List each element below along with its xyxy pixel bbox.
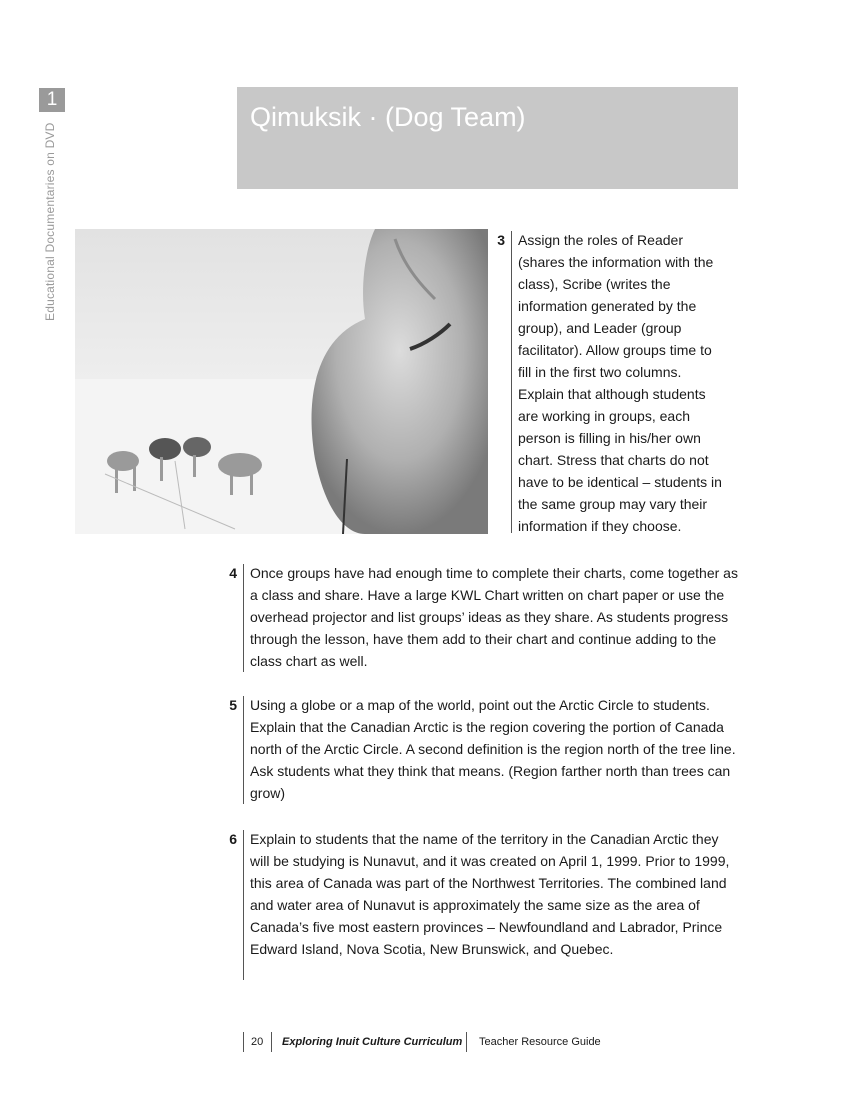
dog-sled-illustration bbox=[75, 229, 488, 534]
step-number: 5 bbox=[229, 697, 237, 713]
book-title: Exploring Inuit Culture Curriculum bbox=[282, 1036, 463, 1048]
footer-divider bbox=[243, 1032, 244, 1052]
step-divider bbox=[243, 564, 244, 672]
step-text: Using a globe or a map of the world, point out the Arctic Circle to students. Explain that the Canadian Arctic is the region covering the portion of Canada north of the Arctic Circle. A second definition is the region north of the tree line. Ask students what they think that means. (Region farther north than trees can grow) bbox=[250, 697, 736, 801]
step-text: Once groups have had enough time to complete their charts, come together as a class and share. Have a large KWL Chart written on chart paper or use the overhead projector and list groups’ ideas as they share. As students progress through the lesson, have them add to their chart and continue adding to the class chart as well. bbox=[250, 565, 738, 669]
guide-label: Teacher Resource Guide bbox=[479, 1036, 601, 1048]
page-title: Qimuksik · (Dog Team) bbox=[250, 102, 526, 132]
dog-sled-photo bbox=[75, 229, 488, 534]
page-number: 20 bbox=[251, 1036, 264, 1048]
section-side-label: Educational Documentaries on DVD bbox=[43, 122, 57, 321]
step-divider bbox=[511, 231, 512, 533]
title-band bbox=[237, 87, 738, 189]
footer-divider bbox=[271, 1032, 272, 1052]
step-divider bbox=[243, 830, 244, 980]
step-text: Assign the roles of Reader (shares the information with the class), Scribe (writes the information generated by the group), and Leader (group facilitator). Allow groups time to fill in the first two columns. Explain that although students are working in groups, each person is filling in his/her own chart. Stress that charts do not have to be identical – students in the same group may vary their information if they choose. bbox=[518, 232, 722, 534]
chapter-number-badge: 1 bbox=[39, 88, 65, 112]
step-number: 4 bbox=[229, 565, 237, 581]
footer-divider bbox=[466, 1032, 467, 1052]
step-divider bbox=[243, 696, 244, 804]
step-number: 6 bbox=[229, 831, 237, 847]
step-number: 3 bbox=[497, 232, 505, 248]
step-text: Explain to students that the name of the territory in the Canadian Arctic they will be studying is Nunavut, and it was created on April 1, 1999. Prior to 1999, this area of Canada was part of the Northwest Territories. The combined land and water area of Nunavut is approximately the same size as the area of Canada’s five most eastern provinces – Newfoundland and Labrador, Prince Edward Island, Nova Scotia, New Brunswick, and Quebec. bbox=[250, 831, 730, 957]
